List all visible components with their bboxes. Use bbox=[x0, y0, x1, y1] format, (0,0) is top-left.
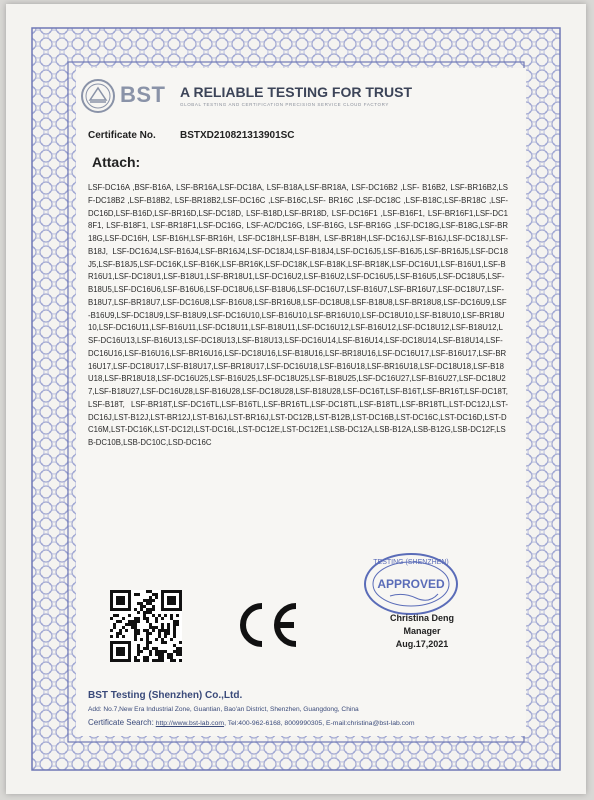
slogan: A RELIABLE TESTING FOR TRUST bbox=[180, 84, 413, 100]
approved-stamp bbox=[358, 548, 464, 620]
signature-date: Aug.17,2021 bbox=[395, 639, 449, 649]
footer-contact-row: Certificate Search: http://www.bst-lab.com, Tel:400-962-6168, 8009990305, E-mail:christina@bst-lab.com bbox=[88, 718, 415, 727]
slogan-subline: GLOBAL TESTING AND CERTIFICATION PRECISION SERVICE CLOUD FACTORY bbox=[180, 102, 390, 107]
certificate-label: Certificate No. bbox=[88, 130, 156, 141]
bst-badge-icon bbox=[80, 78, 116, 114]
certificate-number-row bbox=[88, 130, 295, 141]
stamp-top-text: TESTING (SHENZHEN) bbox=[373, 559, 449, 566]
qr-code[interactable] bbox=[110, 590, 182, 662]
signature-block bbox=[372, 612, 472, 651]
contact-info: Tel:400-962-6168, 8009990305, E-mail:christina@bst-lab.com bbox=[227, 720, 415, 727]
certificate-search-label: Certificate Search: bbox=[88, 718, 154, 727]
logo-text: BST bbox=[120, 82, 166, 107]
certificate-number: BSTXD210821313901SC bbox=[180, 130, 295, 141]
attach-heading: Attach: bbox=[92, 154, 141, 170]
stamp-center-text: APPROVED bbox=[377, 577, 445, 591]
signer-name: Christina Deng bbox=[389, 613, 454, 623]
footer-address: Add: No.7,New Era Industrial Zone, Guantian, Bao'an District, Shenzhen, Guangdong, China bbox=[88, 706, 359, 713]
ce-mark-icon bbox=[232, 600, 302, 650]
signer-title: Manager bbox=[403, 626, 441, 636]
model-list: LSF-DC16A ,BSF-B16A, LSF-BR16A,LSF-DC18A, LSF-B18A,LSF-BR18A, LSF-DC16B2 ,LSF- B16B2, LSF-BR16B2,LSF-DC18B2 ,LSF-B18B2, LSF-BR18B2,LSF-DC16C ,LSF-B16C,LSF- BR16C ,LSF-DC18C ,LSF-B18C,LSF-BR18C ,LSF-DC16D,LSF-B16D,LSF-BR16D,LSF-DC18D, LSF-B18D,LSF-BR18D, LSF-DC16F1 ,LSF-B16F1, LSF-BR16F1,LSF-DC18F1, LSF-B18F1, LSF-BR18F1,LSF-DC16G, LSF-AC/DC16G, LSF-B16G, LSF-BR16G ,LSF-DC18G,LSF-B18G,LSF-BR18G,LSF-DC16H, LSF-B16H,LSF-BR16H, LSF-DC18H,LSF-B18H, LSF-BR18H,LSF-DC16J,LSF-B16J,LSF-DC18J,LSF-B18J, LSF-DC16J4,LSF-B16J4,LSF-BR16J4,LSF-DC18J4,LSF-B18J4,LSF-DC16J5,LSF-B16J5,LSF-BR16J5,LSF-DC18J5,LSF-B18J5,LSF-DC16K,LSF-B16K,LSF-BR16K,LSF-DC18K,LSF-B18K,LSF-BR18K,LSF-DC16U1,LSF-B16U1,LSF-BR16U1,LSF-DC18U1,LSF-B18U1,LSF-BR18U1,LSF-DC16U2,LSF-B16U2,LSF-DC16U5,LSF-B16U5,LSF-DC18U5,LSF-B18U5,LSF-DC16U6,LSF-B16U6,LSF-DC18U6,LSF-B18U6,LSF-DC16U7,LSF-B16U7,LSF-BR16U7,LSF-DC18U7,LSF-B18U7,LSF-BR18U7,LSF-DC16U8,LSF-B16U8,LSF-BR16U8,LSF-DC18U8,LSF-B18U8,LSF-BR18U8,LSF-DC16U9,LSF-B16U9,LSF-DC18U9,LSF-B18U9,LSF-DC16U10,LSF-B16U10,LSF-BR16U10,LSF-DC18U10,LSF-B18U10,LSF-BR18U10,LSF-DC16U11,LSF-B16U11,LSF-DC18U11,LSF-B18U11,LSF-DC16U12,LSF-B16U12,LSF-DC18U12,LSF-B18U12,LSF-DC16U13,LSF-B16U13,LSF-DC18U13,LSF-B18U13,LSF-DC16U14,LSF-B16U14,LSF-DC18U14,LSF-B18U14,LSF-DC16U16,LSF-B16U16,LSF-BR16U16,LSF-DC18U16,LSF-B18U16,LSF-BR18U16,LSF-DC16U17,LSF-B16U17,LSF-BR16U17,LSF-DC18U17,LSF-B18U17,LSF-BR18U17,LSF-DC16U18,LSF-B16U18,LSF-BR16U18,LSF-DC18U18,LSF-B18U18,LSF-BR18U18,LSF-DC16U25,LSF-B16U25,LSF-DC18U25,LSF-B18U25,LSF-DC16U27,LSF-B16U27,LSF-DC18U27,LSF-B18U27,LSF-DC16U28,LSF-B16U28,LSF-DC18U28,LSF-B18U28,LSF-DC16T,LSF-B16T,LSF-BR16T,LSF-DC18T,LSF-B18T, LSF-BR18T,LSF-DC16TL,LSF-B16TL,LSF-BR16TL,LSF-DC18TL,LSF-B18TL,LSF-BR18TL,LST-DC12J,LST-DC16J,LST-B12J,LST-BR12J,LST-B16J,LST-BR16J,LST-DC12B,LST-B12B,LST-DC16B,LST-DC16C,LST-DC16D,LST-DC16M,LST-DC16K,LST-DC12I,LST-DC16L,LST-DC12E,LST-DC12E1,LSB-DC12A,LSB-B12A,LSB-B12G,LSB-DC12F,LSB-DC10B,LSB-DC10C,LSD-DC16C bbox=[88, 183, 508, 447]
website-link[interactable]: http://www.bst-lab.com bbox=[155, 720, 225, 727]
footer-company: BST Testing (Shenzhen) Co.,Ltd. bbox=[88, 690, 243, 701]
header-logo bbox=[80, 78, 420, 122]
